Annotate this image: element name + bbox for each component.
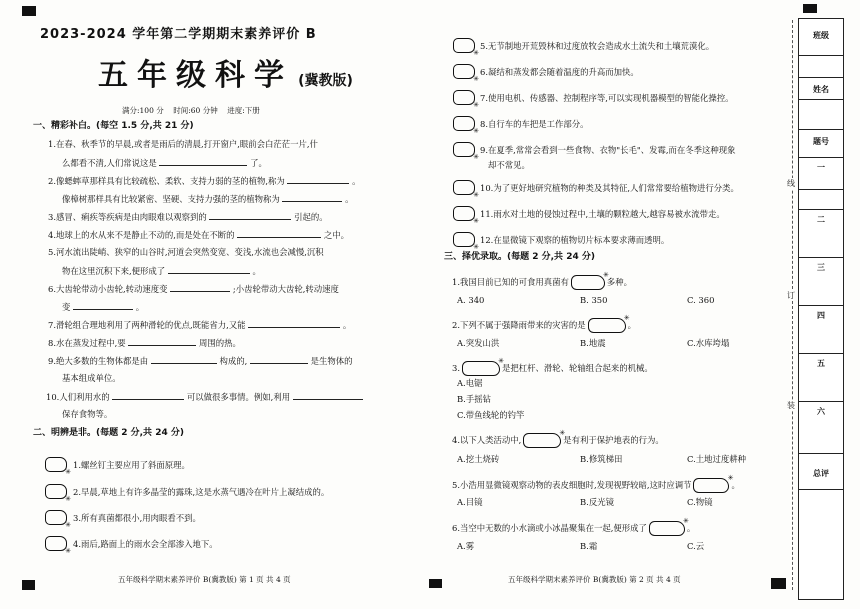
blank[interactable]	[237, 229, 321, 238]
tf-item: 3.所有真菌都很小,用肉眼看不到。	[73, 513, 201, 523]
mc-option-c[interactable]: C.云	[687, 541, 705, 551]
q2-line-a: 2.像蟋蟀草那样具有比较疏松、柔软、支持力弱的茎的植物,称为 。	[48, 176, 361, 186]
tf-item: 5.无节制地开荒毁林和过度放牧会造成水土流失和土壤荒漠化。	[480, 41, 715, 51]
cell-1-score[interactable]	[799, 189, 843, 210]
blank[interactable]	[282, 193, 342, 202]
q6-line-a: 6.大齿轮带动小齿轮,转动速度变 ;小齿轮带动大齿轮,转动速度	[48, 284, 339, 294]
q3-line: 3.感冒、痢疾等疾病是由肉眼难以观察到的 引起的。	[48, 212, 328, 222]
tf-item: 2.早晨,草地上有许多晶莹的露珠,这是水蒸气遇冷在叶片上凝结成的。	[73, 487, 330, 497]
binding-label-seal: 订	[787, 291, 795, 300]
page-title	[98, 50, 353, 94]
mc-option-b[interactable]: B. 350	[580, 295, 608, 305]
mc-q1: 1.我国目前已知的可食用真菌有✳ 多种。	[452, 275, 632, 290]
tf-item: 4.雨后,路面上的雨水会全部渗入地下。	[73, 539, 218, 549]
answer-box[interactable]	[453, 90, 475, 105]
blank[interactable]	[151, 355, 217, 364]
answer-box[interactable]	[453, 206, 475, 221]
mc-option-b[interactable]: B.修筑梯田	[580, 454, 623, 464]
answer-box[interactable]	[462, 361, 500, 376]
blank[interactable]	[128, 337, 196, 346]
registration-mark	[22, 580, 35, 590]
answer-box[interactable]	[453, 180, 475, 195]
blank[interactable]	[73, 301, 133, 310]
blank[interactable]	[159, 157, 247, 166]
binding-label-line: 线	[787, 179, 795, 188]
mc-q3: 3.✳ 是把杠杆、滑轮、轮轴组合起来的机械。	[452, 361, 653, 376]
q1-line-a: 1.在春、秋季节的早晨,或者是雨后的清晨,打开窗户,眼前会白茫茫一片,什	[48, 139, 318, 149]
tf-item: 6.凝结和蒸发都会随着温度的升高而加快。	[480, 67, 639, 77]
mc-option-a[interactable]: A.电锯	[457, 378, 483, 388]
mc-q4: 4.以下人类活动中,✳ 是有利于保护地表的行为。	[452, 433, 664, 448]
tf-item-cont: 却不常见。	[488, 160, 530, 170]
mc-q2: 2.下列不属于强降雨带来的灾害的是✳ 。	[452, 318, 636, 333]
mc-option-a[interactable]: A.突发山洪	[457, 338, 500, 348]
mc-option-a[interactable]: A. 340	[457, 295, 485, 305]
section1-heading: 一、精彩补白。(每空 1.5 分,共 21 分)	[33, 121, 194, 131]
q9-line-a: 9.绝大多数的生物体都是由 构成的, 是生物体的	[48, 356, 353, 366]
cell-total: 总评	[799, 453, 843, 490]
registration-mark	[429, 579, 442, 588]
registration-mark	[22, 6, 36, 16]
q4-line: 4.地球上的水从来不是静止不动的,而是处在不断的 之中。	[48, 230, 349, 240]
cell-qnum: 题号	[799, 129, 843, 158]
mc-option-c[interactable]: C.水库垮塌	[687, 338, 730, 348]
tf-item: 7.使用电机、传感器、控制程序等,可以实现机器模型的智能化操控。	[480, 93, 734, 103]
mc-option-a[interactable]: A.雾	[457, 541, 475, 551]
tf-item: 12.在显微镜下观察的植物切片标本要求薄而透明。	[480, 235, 670, 245]
title-text: 五年级科学	[98, 58, 293, 93]
cell-3: 三	[799, 257, 843, 306]
blank[interactable]	[250, 355, 308, 364]
blank[interactable]	[293, 391, 363, 400]
answer-box[interactable]	[453, 232, 475, 247]
q1-line-b: 么都看不清,人们常说这是 了。	[62, 158, 267, 168]
q10-line-a: 10.人们利用水的 可以做很多事情。例如,利用	[46, 391, 363, 403]
answer-box[interactable]	[571, 275, 605, 290]
q5-line-b: 物在这里沉积下来,便形成了 。	[62, 266, 261, 276]
mc-option-a[interactable]: A.挖土烧砖	[457, 454, 500, 464]
answer-box[interactable]	[45, 536, 67, 551]
answer-box[interactable]	[453, 38, 475, 53]
cell-name-field[interactable]	[799, 99, 843, 130]
answer-box[interactable]	[588, 318, 626, 333]
registration-mark	[771, 578, 786, 589]
mc-option-a[interactable]: A.目镜	[457, 497, 483, 507]
binding-dotted-line	[792, 20, 793, 590]
mc-option-b[interactable]: B.反光镜	[580, 497, 614, 507]
mc-option-b[interactable]: B.霜	[580, 541, 598, 551]
answer-box[interactable]	[45, 457, 67, 472]
answer-box[interactable]	[453, 142, 475, 157]
cell-class: 班级	[813, 31, 829, 40]
answer-box[interactable]	[453, 116, 475, 131]
blank[interactable]	[112, 391, 184, 400]
answer-box[interactable]	[45, 484, 67, 499]
tf-item: 10.为了更好地研究植物的种类及其特征,人们常常要给植物进行分类。	[480, 183, 739, 193]
blank[interactable]	[209, 211, 291, 220]
answer-box[interactable]	[523, 433, 561, 448]
tf-item: 11.雨水对土地的侵蚀过程中,土壤的颗粒越大,越容易被水流带走。	[480, 209, 725, 219]
cell-total-score[interactable]	[799, 489, 843, 599]
edition-text: (冀教版)	[298, 73, 353, 89]
section2-heading: 二、明辨是非。(每题 2 分,共 24 分)	[33, 428, 184, 438]
binding-info-column	[798, 18, 844, 600]
answer-box[interactable]	[45, 510, 67, 525]
q7-line: 7.滑轮组合理地利用了两种滑轮的优点,既能省力,又能 。	[48, 320, 352, 330]
year-line: 2023-2024 学年第二学期期末素养评价 B	[40, 27, 317, 42]
cell-4: 四	[799, 305, 843, 354]
q9-line-b: 基本组成单位。	[62, 373, 121, 383]
cell-1: 一	[799, 157, 843, 190]
blank[interactable]	[287, 175, 349, 184]
q8-line: 8.水在蒸发过程中,要 周围的热。	[48, 338, 241, 348]
blank[interactable]	[170, 283, 230, 292]
mc-q6: 6.当空中无数的小水滴或小冰晶聚集在一起,便形成了✳ 。	[452, 521, 695, 536]
cell-2: 二	[799, 209, 843, 258]
blank[interactable]	[248, 319, 340, 328]
q2-line-b: 像樟树那样具有比较紧密、坚硬、支持力强的茎的植物称为 。	[62, 194, 354, 204]
tf-item: 9.在夏季,常常会看到一些食物、衣物"长毛"、发霉,而在冬季这种现象	[480, 145, 736, 155]
cell-6: 六	[799, 401, 843, 454]
tf-item: 1.螺丝钉主要应用了斜面原理。	[73, 460, 190, 470]
answer-box[interactable]	[453, 64, 475, 79]
mc-option-b[interactable]: B.手摇钻	[457, 394, 491, 404]
tf-item: 8.自行车的车把是工作部分。	[480, 119, 589, 129]
mc-option-c[interactable]: C.物镜	[687, 497, 713, 507]
mc-option-b[interactable]: B.地震	[580, 338, 606, 348]
mc-option-c[interactable]: C.带鱼线轮的钓竿	[457, 410, 525, 420]
q5-line-a: 5.河水流出陡峭、狭窄的山谷时,河道会突然变宽、变浅,水流也会减慢,沉积	[48, 247, 324, 257]
binding-label-bind: 装	[787, 401, 795, 410]
footer-right: 五年级科学期末素养评价 B(冀教版) 第 2 页 共 4 页	[508, 575, 681, 584]
q10-line-b: 保存食物等。	[62, 409, 113, 419]
mc-option-c[interactable]: C.土地过度耕种	[687, 454, 747, 464]
answer-box[interactable]	[649, 521, 685, 536]
mc-option-c[interactable]: C. 360	[687, 295, 715, 305]
cell-name: 姓名	[799, 77, 843, 100]
cell-5: 五	[799, 353, 843, 402]
mc-q5: 5.小浩用显微镜观察动物的表皮细胞时,发现视野较暗,这时应调节✳ 。	[452, 478, 740, 493]
exam-meta: 满分:100 分 时间:60 分钟 进度:下册	[122, 106, 260, 115]
section3-heading: 三、择优录取。(每题 2 分,共 24 分)	[444, 252, 595, 262]
registration-mark	[803, 4, 817, 13]
q6-line-b: 变 。	[62, 302, 145, 312]
cell-class-field[interactable]	[799, 55, 843, 78]
blank[interactable]	[168, 265, 250, 274]
answer-box[interactable]	[693, 478, 729, 493]
footer-left: 五年级科学期末素养评价 B(冀教版) 第 1 页 共 4 页	[118, 575, 291, 584]
